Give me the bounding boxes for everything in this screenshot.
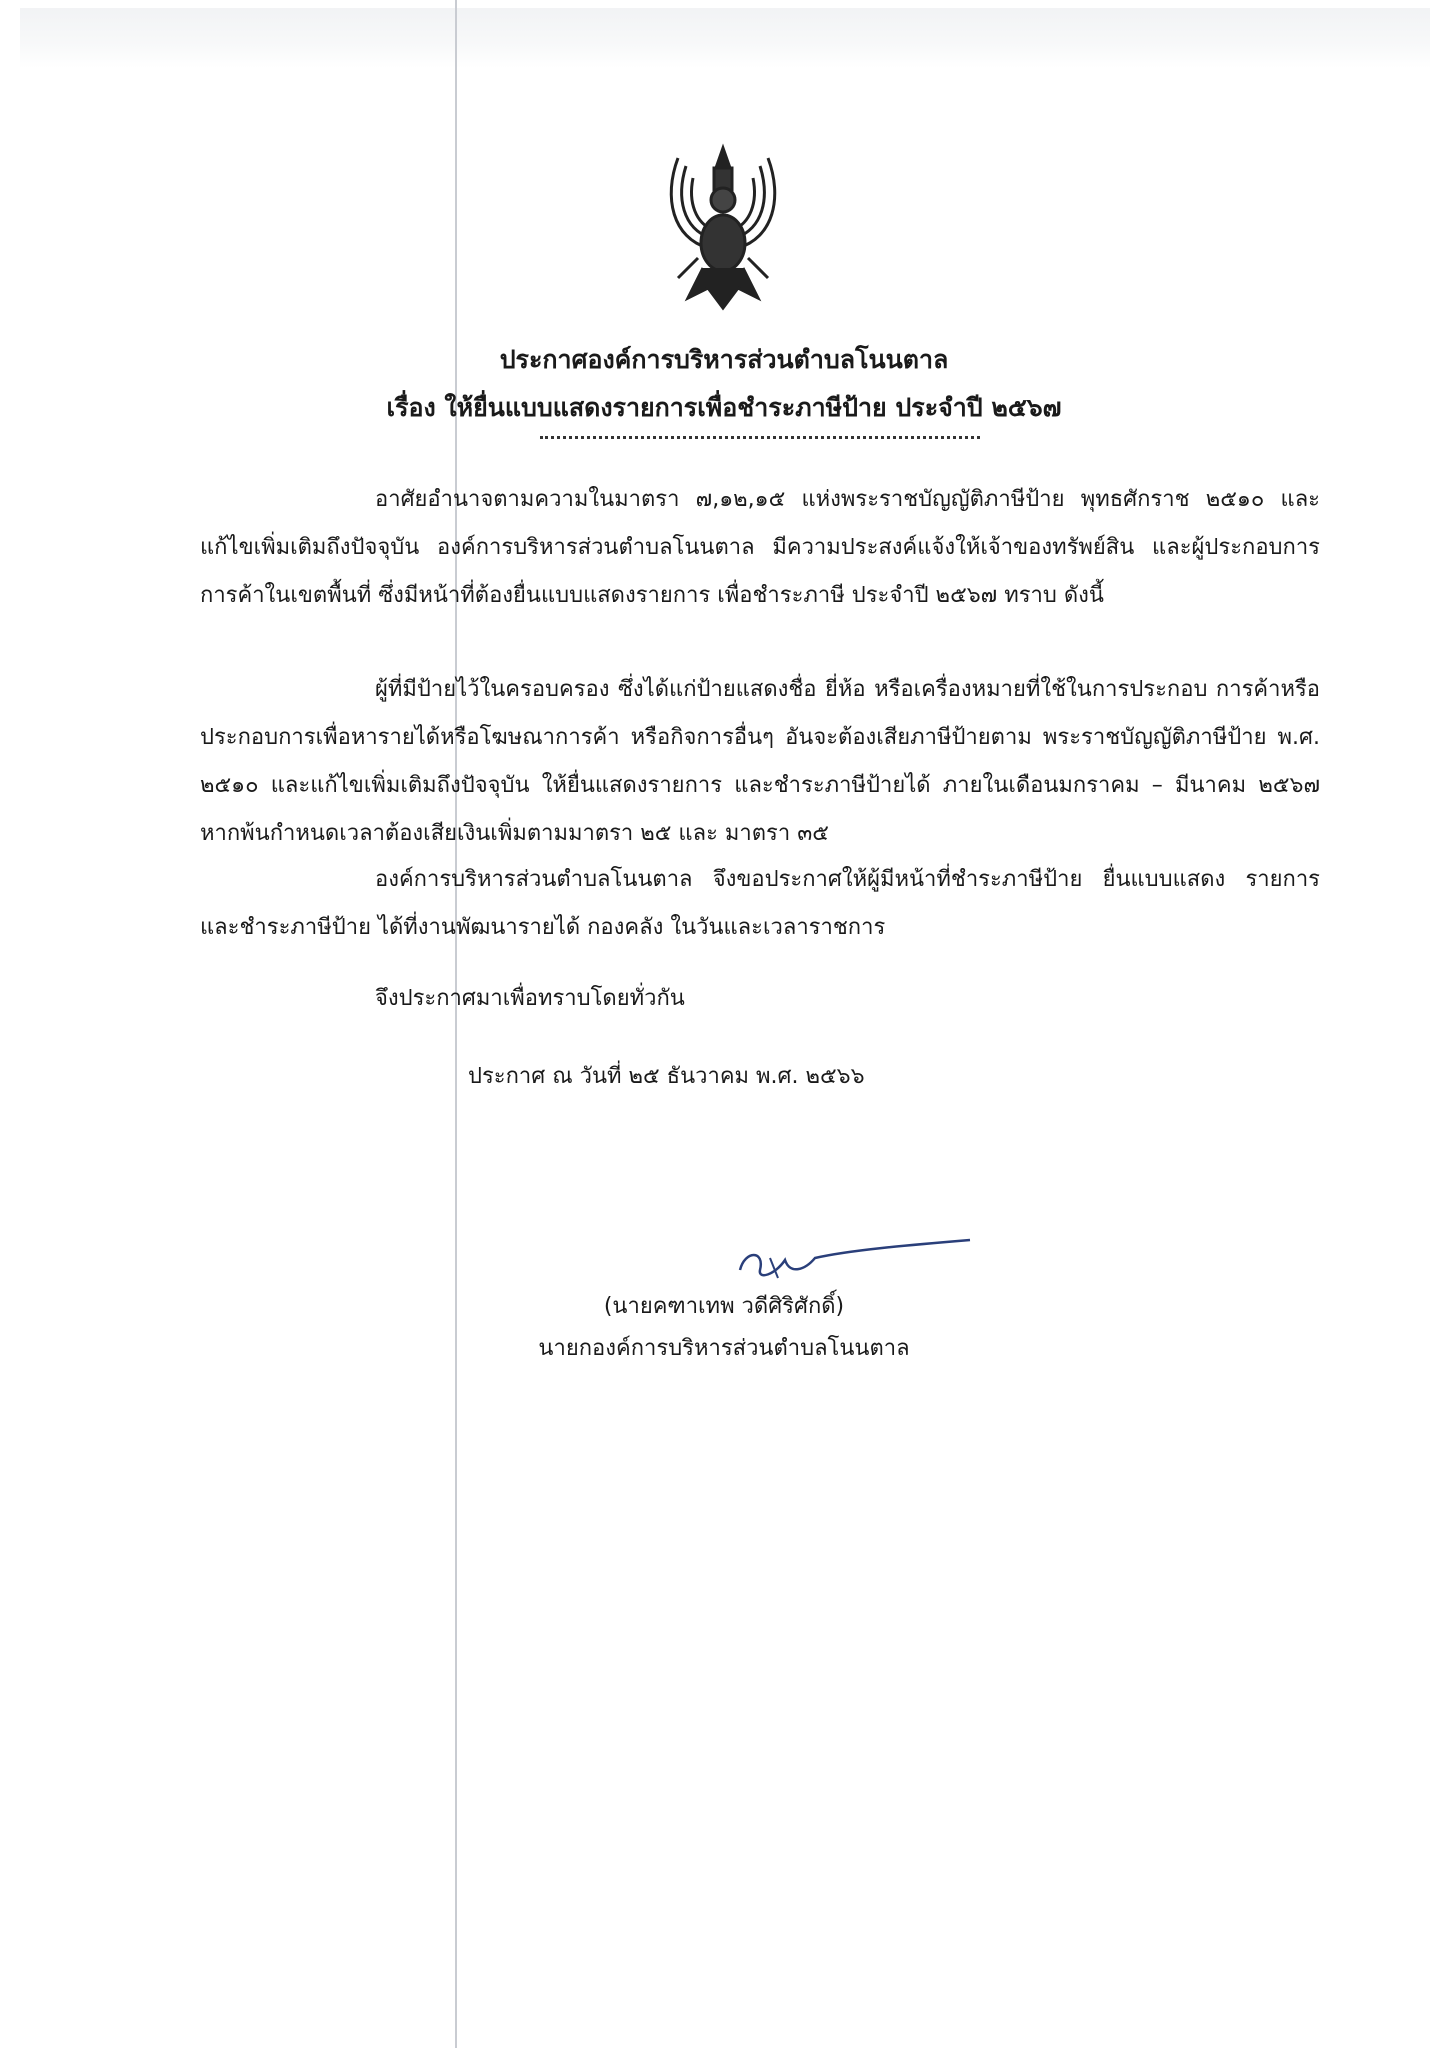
announcement-title: ประกาศองค์การบริหารส่วนตำบลโนนตาล bbox=[499, 345, 949, 374]
signer-title: นายกองค์การบริหารส่วนตำบลโนนตาล bbox=[538, 1336, 910, 1361]
signer-name: (นายคฑาเทพ วดีศิริศักดิ์) bbox=[603, 1294, 845, 1319]
garuda-emblem-icon bbox=[658, 138, 788, 318]
announcement-subject: เรื่อง ให้ยื่นแบบแสดงรายการเพื่อชำระภาษีป้าย ประจำปี ๒๕๖๗ bbox=[386, 393, 1062, 422]
closing-line: จึงประกาศมาเพื่อทราบโดยทั่วกัน bbox=[375, 986, 685, 1011]
paragraph-1-text: อาศัยอำนาจตามความในมาตรา ๗,๑๒,๑๕ แห่งพระราชบัญญัติภาษีป้าย พุทธศักราช ๒๕๑๐ และแก้ไขเพิ่มเติมถึงปัจจุบัน องค์การบริหารส่วนตำบลโนนตาล มีความประสงค์แจ้งให้เจ้าของทรัพย์สิน และผู้ประกอบการการค้าในเขตพื้นที่ ซึ่งมีหน้าที่ต้องยื่นแบบแสดงรายการ เพื่อชำระภาษี ประจำปี ๒๕๖๗ ทราบ ดังนี้ bbox=[200, 487, 1320, 608]
paragraph-2-text: ผู้ที่มีป้ายไว้ในครอบครอง ซึ่งได้แก่ป้ายแสดงชื่อ ยี่ห้อ หรือเครื่องหมายที่ใช้ในการประกอบ การค้าหรือประกอบการเพื่อหารายได้หรือโฆษณาการค้า หรือกิจการอื่นๆ อันจะต้องเสียภาษีป้ายตาม พระราชบัญญัติภาษีป้าย พ.ศ. ๒๕๑๐ และแก้ไขเพิ่มเติมถึงปัจจุบัน ให้ยื่นแสดงรายการ และชำระภาษีป้ายได้ ภายในเดือนมกราคม – มีนาคม ๒๕๖๗ หากพ้นกำหนดเวลาต้องเสียเงินเพิ่มตามมาตรา ๒๕ และ มาตรา ๓๕ bbox=[200, 677, 1320, 846]
fold-line bbox=[455, 0, 457, 2048]
body-paragraph-3 bbox=[200, 856, 1320, 952]
signature-mark bbox=[730, 1230, 980, 1290]
separator-dots bbox=[540, 436, 980, 439]
scan-shadow bbox=[20, 8, 1430, 68]
paragraph-3-text: องค์การบริหารส่วนตำบลโนนตาล จึงขอประกาศให้ผู้มีหน้าที่ชำระภาษีป้าย ยื่นแบบแสดง รายการ และชำระภาษีป้าย ได้ที่งานพัฒนารายได้ กองคลัง ในวันและเวลาราชการ bbox=[200, 867, 1320, 940]
date-line: ประกาศ ณ วันที่ ๒๕ ธันวาคม พ.ศ. ๒๕๖๖ bbox=[468, 1064, 865, 1089]
body-paragraph-2 bbox=[200, 666, 1320, 858]
body-paragraph-1 bbox=[200, 476, 1320, 620]
